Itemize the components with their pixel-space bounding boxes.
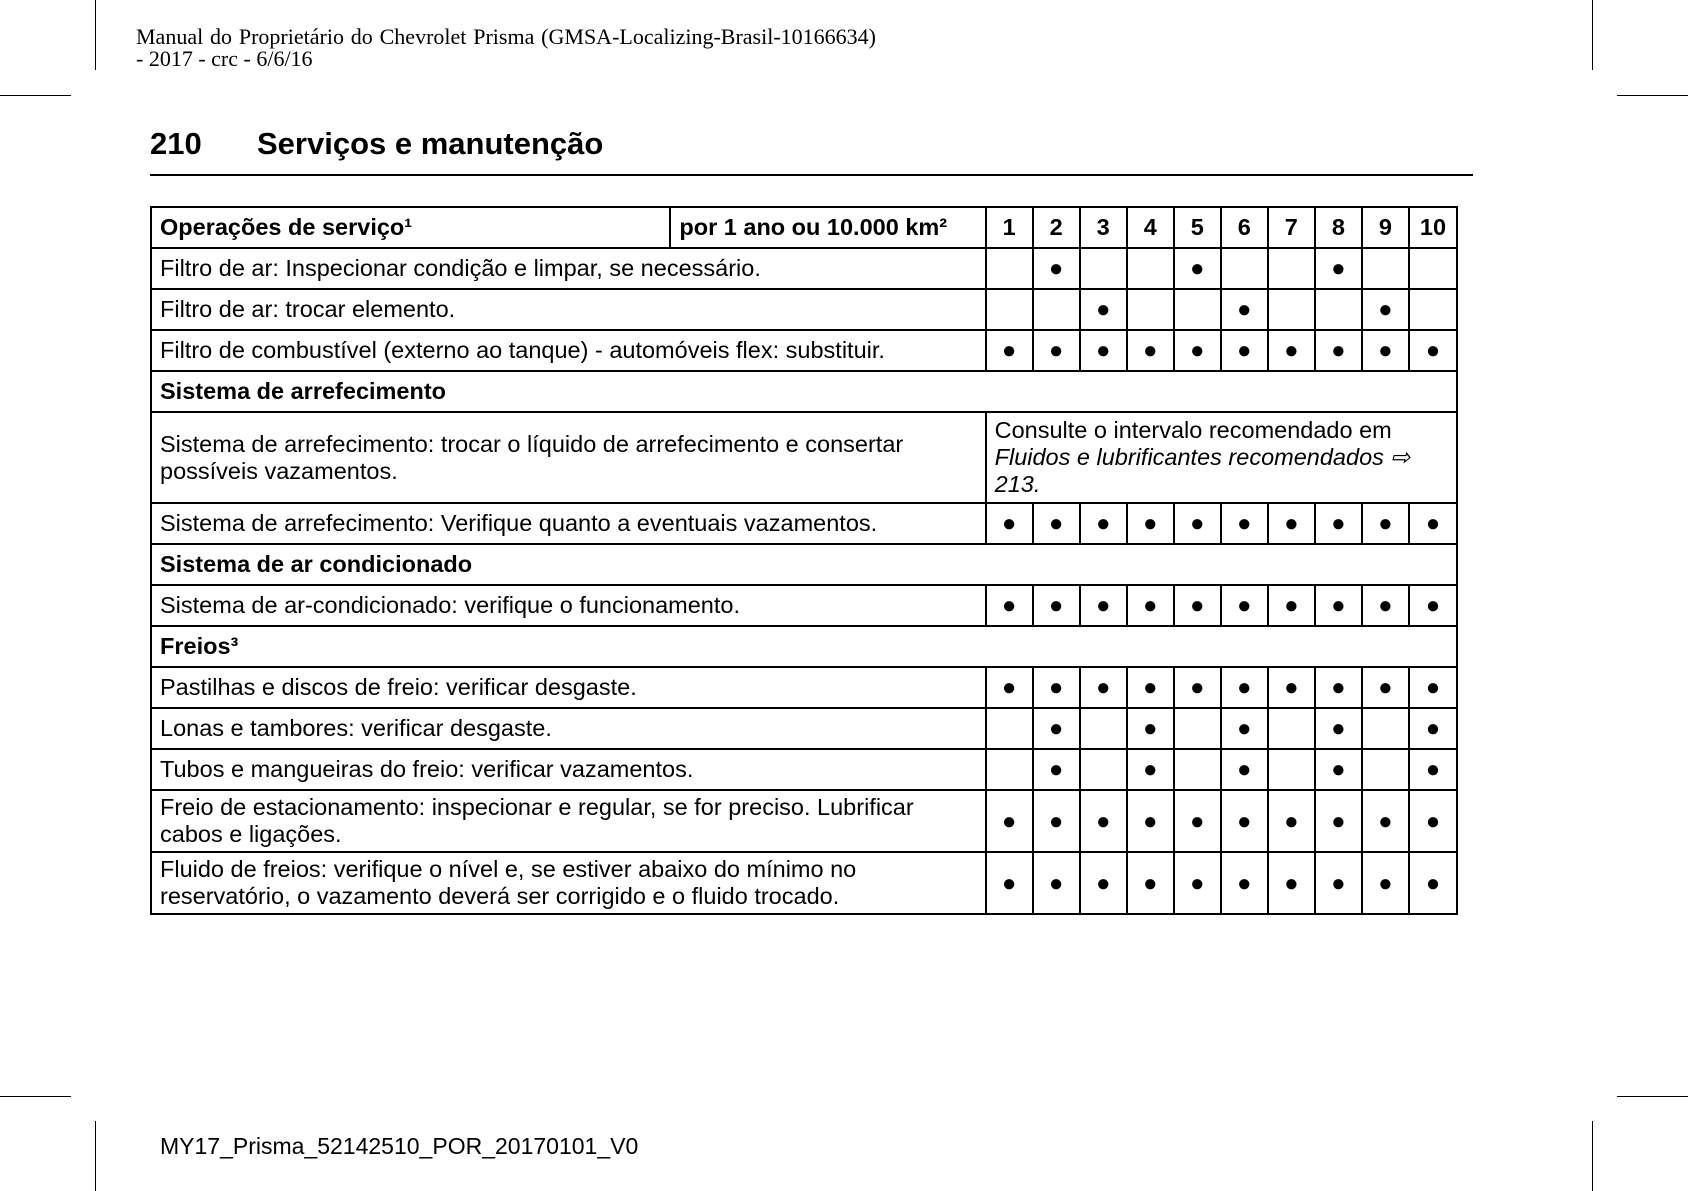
section-row <box>151 544 1457 585</box>
table-row <box>151 852 1457 914</box>
service-dot-icon: ● <box>1409 708 1457 749</box>
service-dot-icon: ● <box>1174 503 1221 544</box>
crop-mark <box>0 1096 71 1097</box>
header-operations: Operações de serviço¹ <box>151 207 670 248</box>
service-dot-icon: ● <box>1268 852 1315 914</box>
service-dot-icon: ● <box>1033 708 1080 749</box>
empty-cell <box>1080 248 1127 289</box>
service-dot-icon: ● <box>1033 585 1080 626</box>
row-label: Freio de estacionamento: inspecionar e regular, se for preciso. Lubrificar cabos e ligações. <box>151 790 986 852</box>
empty-cell <box>1127 248 1174 289</box>
table-row <box>151 330 1457 371</box>
service-dot-icon: ● <box>1033 667 1080 708</box>
service-dot-icon: ● <box>1174 790 1221 852</box>
service-dot-icon: ● <box>1362 790 1409 852</box>
service-dot-icon: ● <box>1033 330 1080 371</box>
service-dot-icon: ● <box>1221 708 1268 749</box>
empty-cell <box>986 749 1033 790</box>
header-column-number: 1 <box>986 207 1033 248</box>
service-dot-icon: ● <box>1315 749 1362 790</box>
table-row <box>151 503 1457 544</box>
empty-cell <box>1174 708 1221 749</box>
service-dot-icon: ● <box>1315 790 1362 852</box>
service-dot-icon: ● <box>1362 585 1409 626</box>
table-header-row <box>151 207 1457 248</box>
row-label: Filtro de ar: Inspecionar condição e limpar, se necessário. <box>151 248 986 289</box>
crop-mark <box>0 95 71 96</box>
row-label: Sistema de ar-condicionado: verifique o funcionamento. <box>151 585 986 626</box>
section-title: Freios³ <box>151 626 1457 667</box>
service-dot-icon: ● <box>1080 289 1127 330</box>
service-dot-icon: ● <box>1127 708 1174 749</box>
row-label: Filtro de ar: trocar elemento. <box>151 289 986 330</box>
empty-cell <box>1080 708 1127 749</box>
service-dot-icon: ● <box>1174 585 1221 626</box>
service-dot-icon: ● <box>1221 852 1268 914</box>
note-reference-link: Fluidos e lubrificantes recomendados <box>994 444 1384 470</box>
table-row <box>151 248 1457 289</box>
service-dot-icon: ● <box>1127 330 1174 371</box>
crop-mark <box>1592 1121 1593 1191</box>
service-dot-icon: ● <box>1315 330 1362 371</box>
service-dot-icon: ● <box>1174 852 1221 914</box>
empty-cell <box>1409 248 1457 289</box>
service-dot-icon: ● <box>1362 667 1409 708</box>
empty-cell <box>1268 289 1315 330</box>
service-dot-icon: ● <box>1080 585 1127 626</box>
service-dot-icon: ● <box>1127 749 1174 790</box>
empty-cell <box>986 289 1033 330</box>
crop-mark <box>95 0 96 70</box>
service-dot-icon: ● <box>1127 852 1174 914</box>
section-title: Sistema de arrefecimento <box>151 371 1457 412</box>
table-row <box>151 412 1457 503</box>
service-dot-icon: ● <box>1268 503 1315 544</box>
header-column-number: 4 <box>1127 207 1174 248</box>
service-dot-icon: ● <box>986 667 1033 708</box>
empty-cell <box>1221 248 1268 289</box>
service-dot-icon: ● <box>1315 852 1362 914</box>
service-dot-icon: ● <box>1409 330 1457 371</box>
service-dot-icon: ● <box>1080 790 1127 852</box>
service-dot-icon: ● <box>1409 749 1457 790</box>
service-dot-icon: ● <box>986 790 1033 852</box>
row-label: Tubos e mangueiras do freio: verificar vazamentos. <box>151 749 986 790</box>
empty-cell <box>1315 289 1362 330</box>
service-dot-icon: ● <box>1033 749 1080 790</box>
service-dot-icon: ● <box>1409 667 1457 708</box>
empty-cell <box>986 708 1033 749</box>
row-label: Pastilhas e discos de freio: verificar desgaste. <box>151 667 986 708</box>
service-dot-icon: ● <box>1221 289 1268 330</box>
header-column-number: 7 <box>1268 207 1315 248</box>
header-column-number: 3 <box>1080 207 1127 248</box>
service-dot-icon: ● <box>1127 503 1174 544</box>
empty-cell <box>1080 749 1127 790</box>
table-body <box>151 207 1457 914</box>
service-dot-icon: ● <box>1362 330 1409 371</box>
header-column-number: 5 <box>1174 207 1221 248</box>
interval-note <box>986 412 1457 503</box>
service-dot-icon: ● <box>1033 503 1080 544</box>
empty-cell <box>1268 708 1315 749</box>
service-dot-icon: ● <box>986 585 1033 626</box>
service-dot-icon: ● <box>1268 790 1315 852</box>
note-reference-page: 213. <box>994 471 1041 497</box>
empty-cell <box>1268 749 1315 790</box>
service-dot-icon: ● <box>986 852 1033 914</box>
maintenance-table <box>150 206 1458 915</box>
page-number: 210 <box>150 126 202 161</box>
note-text: Consulte o intervalo recomendado em <box>994 417 1392 443</box>
section-row <box>151 371 1457 412</box>
service-dot-icon: ● <box>1315 248 1362 289</box>
header-column-number: 10 <box>1409 207 1457 248</box>
table-row <box>151 667 1457 708</box>
service-dot-icon: ● <box>1221 330 1268 371</box>
empty-cell <box>1362 749 1409 790</box>
service-dot-icon: ● <box>986 503 1033 544</box>
service-dot-icon: ● <box>1174 667 1221 708</box>
service-dot-icon: ● <box>1080 667 1127 708</box>
service-dot-icon: ● <box>1362 852 1409 914</box>
service-dot-icon: ● <box>1174 248 1221 289</box>
empty-cell <box>1127 289 1174 330</box>
section-title: Sistema de ar condicionado <box>151 544 1457 585</box>
table-row <box>151 585 1457 626</box>
row-label: Sistema de arrefecimento: Verifique quanto a eventuais vazamentos. <box>151 503 986 544</box>
crop-mark <box>1617 1096 1688 1097</box>
crop-mark <box>1617 95 1688 96</box>
header-column-number: 9 <box>1362 207 1409 248</box>
empty-cell <box>986 248 1033 289</box>
service-dot-icon: ● <box>1033 248 1080 289</box>
empty-cell <box>1174 749 1221 790</box>
table-row <box>151 289 1457 330</box>
service-dot-icon: ● <box>1268 585 1315 626</box>
service-dot-icon: ● <box>986 330 1033 371</box>
page-title: Serviços e manutenção <box>257 126 604 161</box>
header-column-number: 8 <box>1315 207 1362 248</box>
service-dot-icon: ● <box>1409 852 1457 914</box>
service-dot-icon: ● <box>1033 790 1080 852</box>
service-dot-icon: ● <box>1409 790 1457 852</box>
document-meta: Manual do Proprietário do Chevrolet Prisma (GMSA-Localizing-Brasil-10166634) - 2017 - crc - 6/6/16 <box>136 24 876 71</box>
service-dot-icon: ● <box>1221 790 1268 852</box>
service-dot-icon: ● <box>1174 330 1221 371</box>
service-dot-icon: ● <box>1362 503 1409 544</box>
table-row <box>151 790 1457 852</box>
empty-cell <box>1362 708 1409 749</box>
service-dot-icon: ● <box>1127 790 1174 852</box>
table-row <box>151 708 1457 749</box>
empty-cell <box>1268 248 1315 289</box>
page-header <box>150 126 1473 176</box>
row-label: Filtro de combustível (externo ao tanque) - automóveis flex: substituir. <box>151 330 986 371</box>
footer-code: MY17_Prisma_52142510_POR_20170101_V0 <box>160 1133 639 1159</box>
service-dot-icon: ● <box>1127 585 1174 626</box>
service-dot-icon: ● <box>1080 852 1127 914</box>
service-dot-icon: ● <box>1409 503 1457 544</box>
empty-cell <box>1033 289 1080 330</box>
service-dot-icon: ● <box>1221 749 1268 790</box>
header-column-number: 2 <box>1033 207 1080 248</box>
page-reference-arrow-icon: ⇨ <box>1390 444 1411 470</box>
service-dot-icon: ● <box>1080 503 1127 544</box>
empty-cell <box>1174 289 1221 330</box>
service-dot-icon: ● <box>1362 289 1409 330</box>
section-row <box>151 626 1457 667</box>
service-dot-icon: ● <box>1221 585 1268 626</box>
row-label: Sistema de arrefecimento: trocar o líquido de arrefecimento e consertar possíveis vazamentos. <box>151 412 986 503</box>
table-row <box>151 749 1457 790</box>
crop-mark <box>95 1121 96 1191</box>
service-dot-icon: ● <box>1268 330 1315 371</box>
service-dot-icon: ● <box>1315 585 1362 626</box>
crop-mark <box>1592 0 1593 70</box>
service-dot-icon: ● <box>1315 708 1362 749</box>
service-dot-icon: ● <box>1268 667 1315 708</box>
service-dot-icon: ● <box>1127 667 1174 708</box>
service-dot-icon: ● <box>1315 503 1362 544</box>
service-dot-icon: ● <box>1409 585 1457 626</box>
service-dot-icon: ● <box>1315 667 1362 708</box>
empty-cell <box>1409 289 1457 330</box>
header-column-number: 6 <box>1221 207 1268 248</box>
row-label: Fluido de freios: verifique o nível e, se estiver abaixo do mínimo no reservatório, o vazamento deverá ser corrigido e o fluido trocado. <box>151 852 986 914</box>
header-period: por 1 ano ou 10.000 km² <box>670 207 985 248</box>
row-label: Lonas e tambores: verificar desgaste. <box>151 708 986 749</box>
service-dot-icon: ● <box>1080 330 1127 371</box>
service-dot-icon: ● <box>1221 667 1268 708</box>
service-dot-icon: ● <box>1221 503 1268 544</box>
service-dot-icon: ● <box>1033 852 1080 914</box>
empty-cell <box>1362 248 1409 289</box>
